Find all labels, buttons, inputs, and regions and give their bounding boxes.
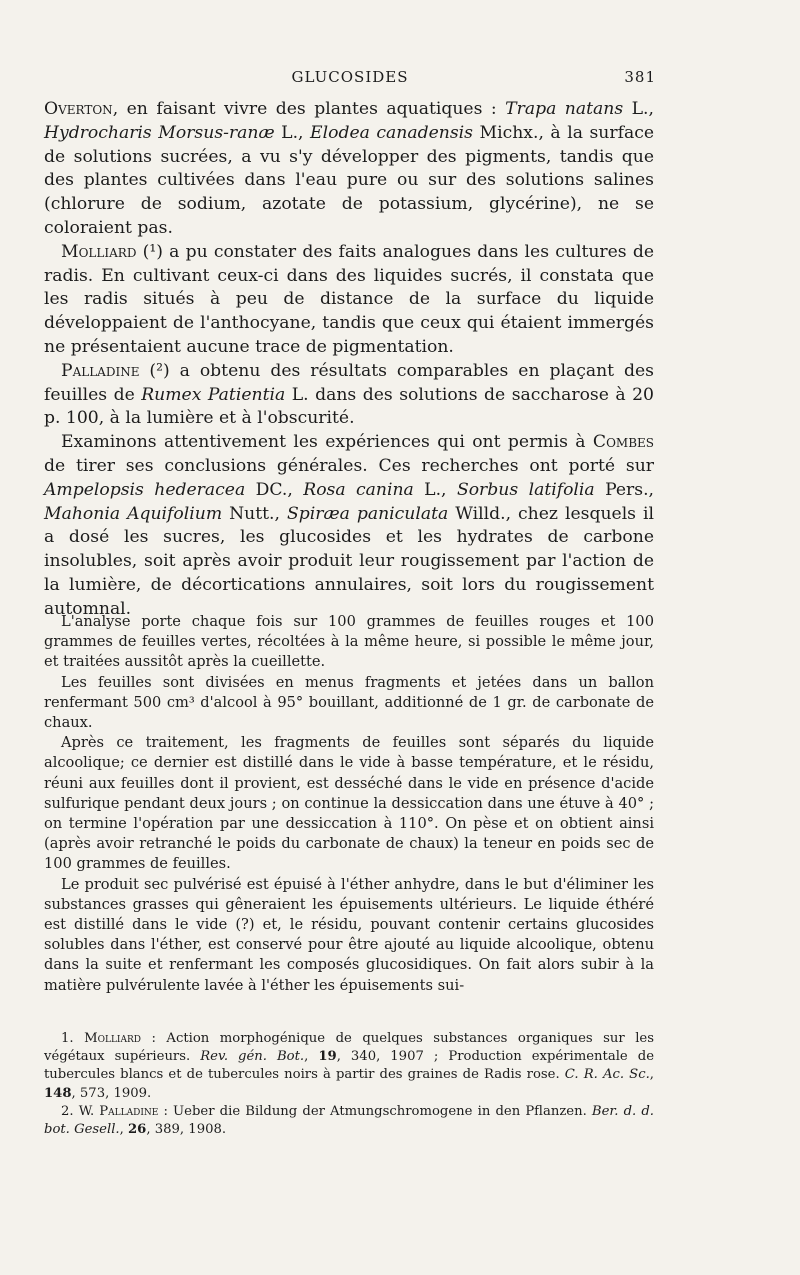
text-run: Hydrocharis Morsus-ranæ	[44, 122, 275, 143]
paragraph	[44, 98, 654, 241]
text-run: Willd., chez lesquels il a dosé les sucres, les glucosides et les hydrates de carbone insolubles, soit après avoir produit leur rougissement par l'action de la lumière, de décortications annulaires, soit lors du rougissement automnal.	[44, 503, 654, 619]
text-run: Sorbus latifolia	[456, 479, 595, 500]
text-run: L.,	[623, 99, 654, 119]
paragraph	[44, 241, 654, 360]
footnote	[44, 1103, 654, 1139]
text-run: L.,	[274, 122, 311, 143]
text-run: Rosa canina	[303, 479, 414, 500]
paragraph	[44, 360, 654, 431]
text-run: , 340, 1907 ; Production expérimentale de tubercules blancs et de tubercules noirs à partir des graines de Radis rose.	[44, 1049, 654, 1083]
text-run: Ber. d. d. bot. Gesell.	[44, 1103, 654, 1138]
text-run: , 389, 1908.	[146, 1122, 227, 1138]
text-run: Examinons attentivement les expériences qui ont permis à	[61, 432, 593, 453]
text-run: Elodea canadensis	[310, 122, 473, 143]
text-run: C. R. Ac. Sc.	[564, 1067, 650, 1083]
footnote	[44, 1030, 654, 1103]
text-run: : Action morphogénique de quelques substances organiques sur les végétaux supérieurs.	[44, 1031, 655, 1065]
text-run: : Ueber die Bildung der Atmungschromogene in den Pflanzen.	[158, 1103, 592, 1119]
text-run: 1.	[61, 1031, 85, 1046]
text-run: Pers.,	[594, 479, 655, 500]
paragraph	[44, 431, 654, 621]
paragraph	[44, 733, 654, 874]
text-run: ,	[304, 1049, 319, 1065]
text-run: Les feuilles sont divisées en menus fragments et jetées dans un ballon renfermant 500 cm³ d'alcool à 95° bouillant, additionné de 1 gr. de carbonate de chaux.	[44, 673, 654, 732]
text-run: Trapa natans	[505, 99, 624, 119]
text-run: 148	[44, 1085, 72, 1101]
text-run: Ampelopsis hederacea	[44, 479, 246, 500]
text-run: Palladine	[61, 360, 140, 381]
text-run: Nutt.,	[222, 503, 287, 524]
text-run: Michx., à la surface de solutions sucrées, a vu s'y développer des pigments, tandis que des plantes cultivées dans l'eau pure ou sur des solutions salines (chlorure de sodium, azotate de potassium, glycérine), ne se coloraient pas.	[44, 122, 654, 238]
text-run: ,	[649, 1067, 654, 1083]
paragraph	[44, 612, 654, 673]
text-run: (¹) a pu constater des faits analogues dans les cultures de radis. En cultivant ceux-ci dans des liquides sucrés, il constata que les radis situés à peu de distance de la surface du liquide développaient de l'anthocyane, tandis que ceux qui étaient immergés ne présentaient aucune trace de pigmentation.	[44, 241, 654, 357]
text-run: Combes	[592, 432, 654, 453]
footnotes	[44, 1030, 654, 1139]
running-title: GLUCOSIDES	[291, 68, 409, 86]
text-run: , en faisant vivre des plantes aquatiques :	[112, 99, 506, 119]
text-run: L. dans des solutions de saccharose à 20 p. 100, à la lumière et à l'obscurité.	[44, 384, 654, 429]
text-run: Molliard	[61, 241, 137, 262]
text-run: Spiræa paniculata	[286, 503, 449, 524]
main-text	[44, 98, 654, 622]
text-run: Le produit sec pulvérisé est épuisé à l'éther anhydre, dans le but d'éliminer les substances grasses qui gêneraient les épuisements ultérieurs. Le liquide éthéré est distillé dans le vide (?) et, le résidu, pouvant contenir certains glucosides solubles dans l'éther, est conservé pour être ajouté au liquide alcoolique, obtenu dans la suite et renfermant les composés glucosidiques. On fait alors subir à la matière pulvérulente lavée à l'éther les épuisements sui-	[44, 875, 654, 994]
text-run: Rumex Patientia	[141, 384, 286, 405]
text-run: , 573, 1909.	[71, 1085, 152, 1101]
text-run: de tirer ses conclusions générales. Ces recherches ont porté sur	[44, 455, 654, 476]
text-run: Mahonia Aquifolium	[44, 503, 223, 524]
text-run: Rev. gén. Bot.	[200, 1049, 305, 1065]
text-run: ,	[119, 1122, 128, 1138]
text-run: (²) a obtenu des résultats comparables en plaçant des feuilles de	[44, 360, 654, 405]
text-run: DC.,	[245, 479, 304, 500]
text-run: 26	[128, 1122, 147, 1138]
text-run: Palladine	[99, 1103, 159, 1119]
text-run: L.,	[413, 479, 457, 500]
text-run: L'analyse porte chaque fois sur 100 grammes de feuilles rouges et 100 grammes de feuilles vertes, récoltées à la même heure, si possible le même jour, et traitées aussitôt après la cueillette.	[44, 613, 654, 671]
text-run: Overton	[44, 99, 113, 119]
paragraph	[44, 875, 654, 996]
page-number: 381	[624, 68, 656, 86]
text-run: 19	[318, 1049, 337, 1065]
paragraph	[44, 673, 654, 734]
method-description	[44, 612, 654, 996]
text-run: Molliard	[84, 1031, 141, 1046]
text-run: Après ce traitement, les fragments de feuilles sont séparés du liquide alcoolique; ce dernier est distillé dans le vide à basse température, et le résidu, réuni aux feuilles dont il provient, est desséché dans le vide en présence d'acide sulfurique pendant deux jours ; on continue la dessiccation dans une étuve à 40° ; on termine l'opération par une dessiccation à 110°. On pèse et on obtient ainsi (après avoir retranché le poids du carbonate de chaux) la teneur en poids sec de 100 grammes de feuilles.	[44, 734, 654, 873]
text-run: 2. W.	[61, 1103, 100, 1119]
